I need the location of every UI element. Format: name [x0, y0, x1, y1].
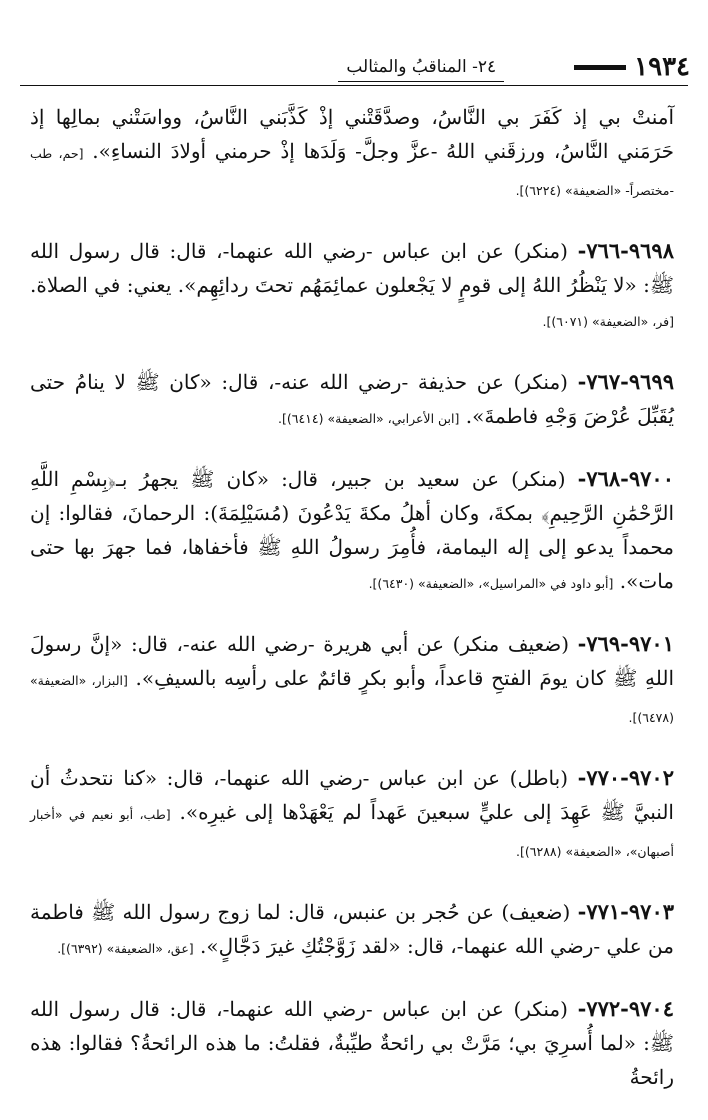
- hadith-entry: [30, 895, 674, 966]
- hadith-source: [البزار، «الضعيفة» (٦٤٧٨)].: [30, 673, 674, 725]
- hadith-paragraph: [30, 627, 674, 735]
- hadith-paragraph: [30, 234, 674, 339]
- hadith-number: ٩٧٠٣-٧٧١-: [577, 899, 675, 924]
- hadith-list: [30, 100, 674, 1120]
- hadith-text: (باطل) عن ابن عباس -رضي الله عنهما-، قال: «كنا نتحدثُ أن النبيَّ ﷺ عَهِدَ إلى عليٍّ سبعينَ عَهداً لم يَعْهَدْها إلى غيرِه».: [30, 766, 674, 824]
- hadith-text: (منكر) عن سعيد بن جبير، قال: «كان ﷺ يجهرُ بـ﴿بِسْمِ اللَّهِ الرَّحْمَٰنِ الرَّحِيمِ﴾ بمكةَ، وكان أهلُ مكةَ يَدْعُونَ (مُسَيْلِمَةَ): الرحمانَ، فقالوا: إن محمداً يدعو إلى إله اليمامة، فأُمِرَ رسولُ اللهِ ﷺ فأخفاها، فما جهرَ بها حتى مات».: [30, 467, 674, 593]
- hadith-source: [حم، طب -مختصراً- «الضعيفة» (٦٢٢٤)].: [30, 146, 674, 198]
- hadith-paragraph: [30, 761, 674, 869]
- hadith-number: ٩٦٩٩-٧٦٧-: [577, 369, 675, 394]
- hadith-number: ٩٧٠١-٧٦٩-: [577, 631, 674, 656]
- hadith-source: [فر، «الضعيفة» (٦٠٧١)].: [542, 314, 674, 329]
- page-header: [18, 44, 690, 82]
- hadith-number: ٩٧٠٢-٧٧٠-: [577, 765, 674, 790]
- hadith-paragraph: [30, 100, 674, 208]
- hadith-source: [طب، أبو نعيم في «أخبار أصبهان»، «الضعيفة» (٦٢٨٨)].: [30, 807, 674, 859]
- page-number: ١٩٣٤: [634, 52, 690, 82]
- page-number-dash: [574, 65, 626, 70]
- hadith-entry: [30, 365, 674, 436]
- hadith-paragraph: [30, 462, 674, 601]
- hadith-text: (منكر) عن ابن عباس -رضي الله عنهما-، قال: قال رسول الله ﷺ: «لما أُسرِيَ بي؛ مَرَّتْ بي رائحةٌ طيِّبةٌ، فقلتُ: ما هذه الرائحةُ؟ فقالوا: هذه رائحةُ: [30, 997, 674, 1089]
- page-number-block: [574, 52, 690, 82]
- hadith-source: [ابن الأعرابي، «الضعيفة» (٦٤١٤)].: [278, 411, 460, 426]
- hadith-text: (منكر) عن ابن عباس -رضي الله عنهما-، قال: قال رسول الله ﷺ: «لا يَنْظُرُ اللهُ إلى قومٍ لا يَجْعلون عمائِمَهُم تحتَ ردائِهِم». يعني: في الصلاة.: [30, 239, 674, 297]
- hadith-text: (ضعيف) عن حُجر بن عنبس، قال: لما زوج رسول الله ﷺ فاطمة من علي -رضي الله عنهما-، قال: «لقد زَوَّجْتُكِ غيرَ دَجَّالٍ».: [30, 900, 674, 958]
- hadith-entry: [30, 627, 674, 735]
- hadith-entry: [30, 992, 674, 1094]
- hadith-number: ٩٧٠٠-٧٦٨-: [577, 466, 674, 491]
- header-rule: [20, 85, 688, 86]
- hadith-paragraph: [30, 992, 674, 1094]
- hadith-source: [عق، «الضعيفة» (٦٣٩٢)].: [57, 941, 194, 956]
- hadith-entry: [30, 462, 674, 601]
- hadith-entry: [30, 234, 674, 339]
- hadith-text: (ضعيف منكر) عن أبي هريرة -رضي الله عنه-، قال: «إنَّ رسولَ اللهِ ﷺ كان يومَ الفتحِ قاعداً، وأبو بكرٍ قائمٌ على رأسِه بالسيفِ».: [30, 632, 674, 690]
- hadith-text: (منكر) عن حذيفة -رضي الله عنه-، قال: «كان ﷺ لا ينامُ حتى يُقَبِّلَ عُرْضَ وَجْهِ فاطمةَ».: [30, 370, 674, 428]
- hadith-text: آمنتْ بي إذ كَفَرَ بي النَّاسُ، وصدَّقَتْني إذْ كَذَّبَني النَّاسُ، وواسَتْني بمالِها إذ حَرَمَني النَّاسُ، ورزقَني اللهُ -عزَّ وجلَّ- وَلَدَها إذْ حرمني أولادَ النساءِ».: [30, 105, 675, 163]
- running-title: ٢٤- المناقبُ والمثالب: [338, 57, 504, 82]
- hadith-source: [أبو داود في «المراسيل»، «الضعيفة» (٦٤٣٠)].: [368, 576, 614, 591]
- hadith-number: ٩٧٠٤-٧٧٢-: [577, 996, 674, 1021]
- hadith-entry: [30, 761, 674, 869]
- hadith-paragraph: [30, 365, 674, 436]
- hadith-entry: [30, 100, 674, 208]
- hadith-paragraph: [30, 895, 674, 966]
- hadith-number: ٩٦٩٨-٧٦٦-: [577, 238, 674, 263]
